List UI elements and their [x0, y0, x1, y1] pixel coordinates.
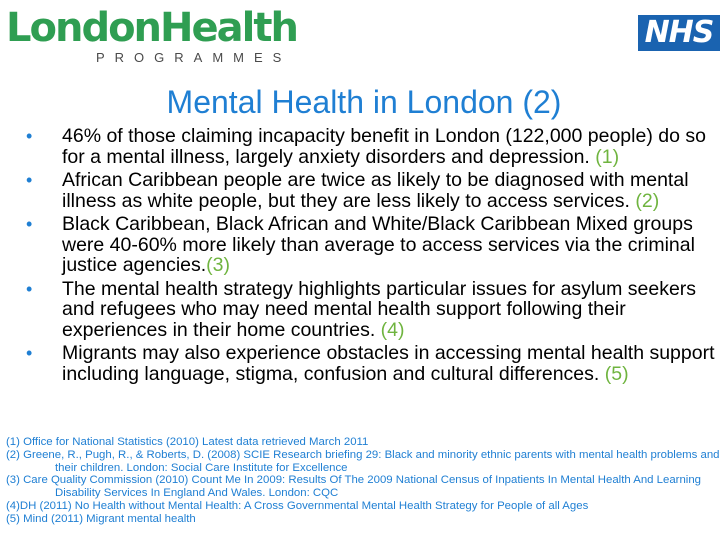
references	[6, 436, 722, 526]
reference-marker: (5)	[604, 362, 629, 385]
page-title: Mental Health in London (2)	[166, 84, 562, 120]
bullet-dot: •	[26, 126, 33, 146]
bullet-text: Migrants may also experience obstacles in accessing mental health support including language, stigma, confusion and cultural differences.	[62, 342, 715, 385]
list-item	[26, 214, 716, 276]
bullet-text: The mental health strategy highlights particular issues for asylum seekers and refugees who may need mental health support following their experiences in their home countries.	[62, 277, 697, 341]
bullet-dot: •	[26, 343, 33, 363]
bullet-list	[26, 126, 716, 387]
bullet-dot: •	[26, 214, 33, 234]
logo-word-health: Health	[160, 5, 297, 51]
reference-line: (1) Office for National Statistics (2010) Latest data retrieved March 2011	[6, 436, 369, 448]
reference-line: (5) Mind (2011) Migrant mental health	[6, 512, 196, 525]
bullet-text: Black Caribbean, Black African and White/Black Caribbean Mixed groups were 40-60% more likely than average to access services via the criminal justice agencies.	[62, 213, 695, 276]
reference-marker: (4)	[380, 318, 405, 341]
bullet-dot: •	[26, 170, 33, 190]
reference-line: (3) Care Quality Commission (2010) Count Me In 2009: Results Of The 2009 National Census of Inpatients In Mental Health And Learning Disability Services In England And Wales. London: CQC	[6, 474, 701, 500]
reference-marker: (3)	[206, 254, 231, 276]
list-item	[26, 279, 716, 341]
london-health-logo	[6, 6, 297, 50]
bullet-text: African Caribbean people are twice as likely to be diagnosed with mental illness as white people, but they are less likely to access services.	[62, 169, 689, 212]
reference-line: (2) Greene, R., Pugh, R., & Roberts, D. (2008) SCIE Research briefing 29: Black and minority ethnic parents with mental health problems and their children. London: Social Care Institute for Excellence	[6, 448, 720, 474]
logo-word-london: London	[6, 5, 161, 51]
reference-marker: (2)	[635, 189, 660, 212]
logo-subtitle: PROGRAMMES	[96, 50, 292, 65]
nhs-logo: NHS	[638, 15, 720, 51]
bullet-text: 46% of those claiming incapacity benefit in London (122,000 people) do so for a mental illness, largely anxiety disorders and depression.	[62, 125, 706, 168]
reference-line: (4)DH (2011) No Health without Mental Health: A Cross Governmental Mental Health Strategy for People of all Ages	[6, 499, 589, 512]
list-item	[26, 343, 716, 384]
list-item	[26, 170, 716, 211]
reference-marker: (1)	[595, 145, 620, 168]
bullet-dot: •	[26, 278, 33, 299]
list-item	[26, 126, 716, 167]
